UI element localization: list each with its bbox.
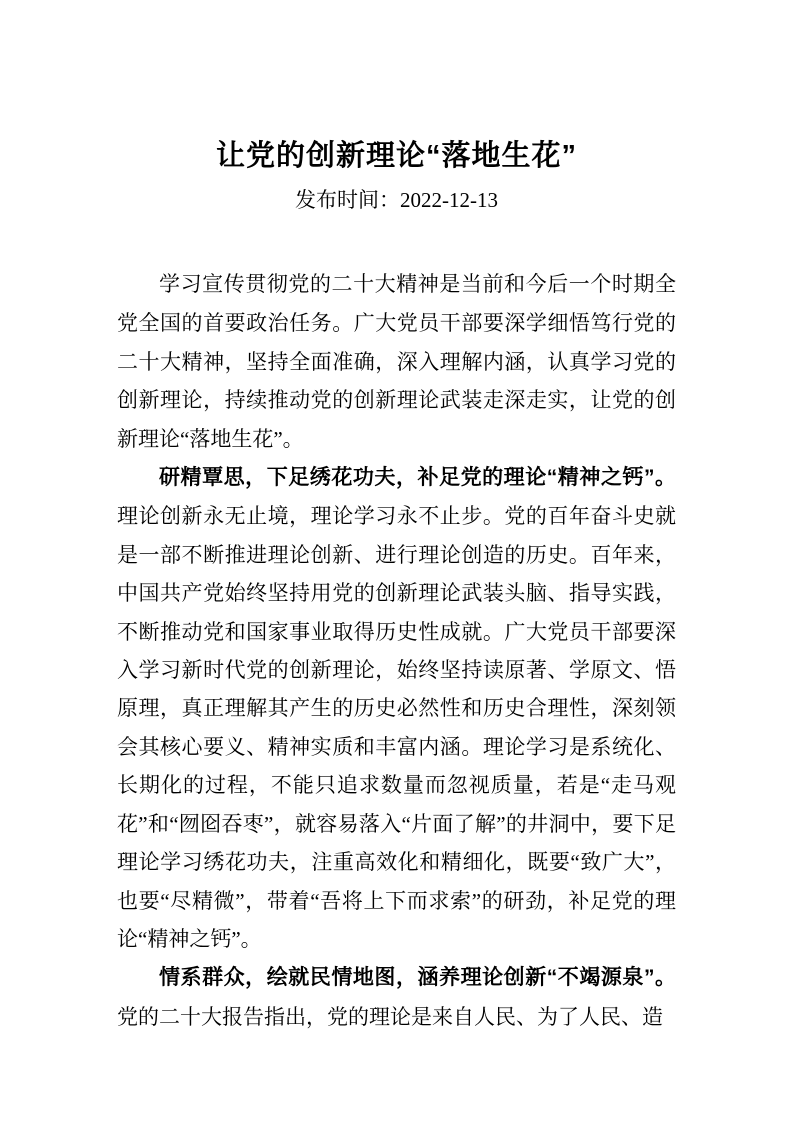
paragraph-theory-calcium-lead: 研精覃思，下足绣花功夫，补足党的理论“精神之钙”。: [159, 466, 676, 490]
paragraph-theory-calcium-text: 理论创新永无止境，理论学习永不止步。党的百年奋斗史就是一部不断推进理论创新、进行理论创造的历史。百年来，中国共产党始终坚持用党的创新理论武装头脑、指导实践，不断推动党和国家事业取得历史性成就。广大党员干部要深入学习新时代党的创新理论，始终坚持读原著、学原文、悟原理，真正理解其产生的历史必然性和历史合理性，深刻领会其核心要义、精神实质和丰富内涵。理论学习是系统化、长期化的过程，不能只追求数量而忽视质量，若是“走马观花”和“囫囵吞枣”，就容易落入“片面了解”的井洞中，要下足理论学习绣花功夫，注重高效化和精细化，既要“致广大”，也要“尽精微”，带着“吾将上下而求索”的研劲，补足党的理论“精神之钙”。: [117, 504, 676, 951]
paragraph-theory-calcium: [117, 458, 676, 958]
document-title: 让党的创新理论“落地生花”: [215, 140, 577, 172]
paragraph-people-map: [117, 958, 676, 1036]
paragraph-intro-text: 学习宣传贯彻党的二十大精神是当前和今后一个时期全党全国的首要政治任务。广大党员干部要深学细悟笃行党的二十大精神，坚持全面准确，深入理解内涵，认真学习党的创新理论，持续推动党的创新理论武装走深走实，让党的创新理论“落地生花”。: [117, 272, 676, 451]
paragraph-people-map-text: 党的二十大报告指出，党的理论是来自人民、为了人民、造: [117, 1004, 663, 1029]
article-body: [117, 265, 676, 1036]
paragraph-intro: [117, 265, 676, 458]
paragraph-people-map-lead: 情系群众，绘就民情地图，涵养理论创新“不竭源泉”。: [159, 966, 676, 990]
publish-date: 发布时间：2022-12-13: [295, 188, 498, 212]
